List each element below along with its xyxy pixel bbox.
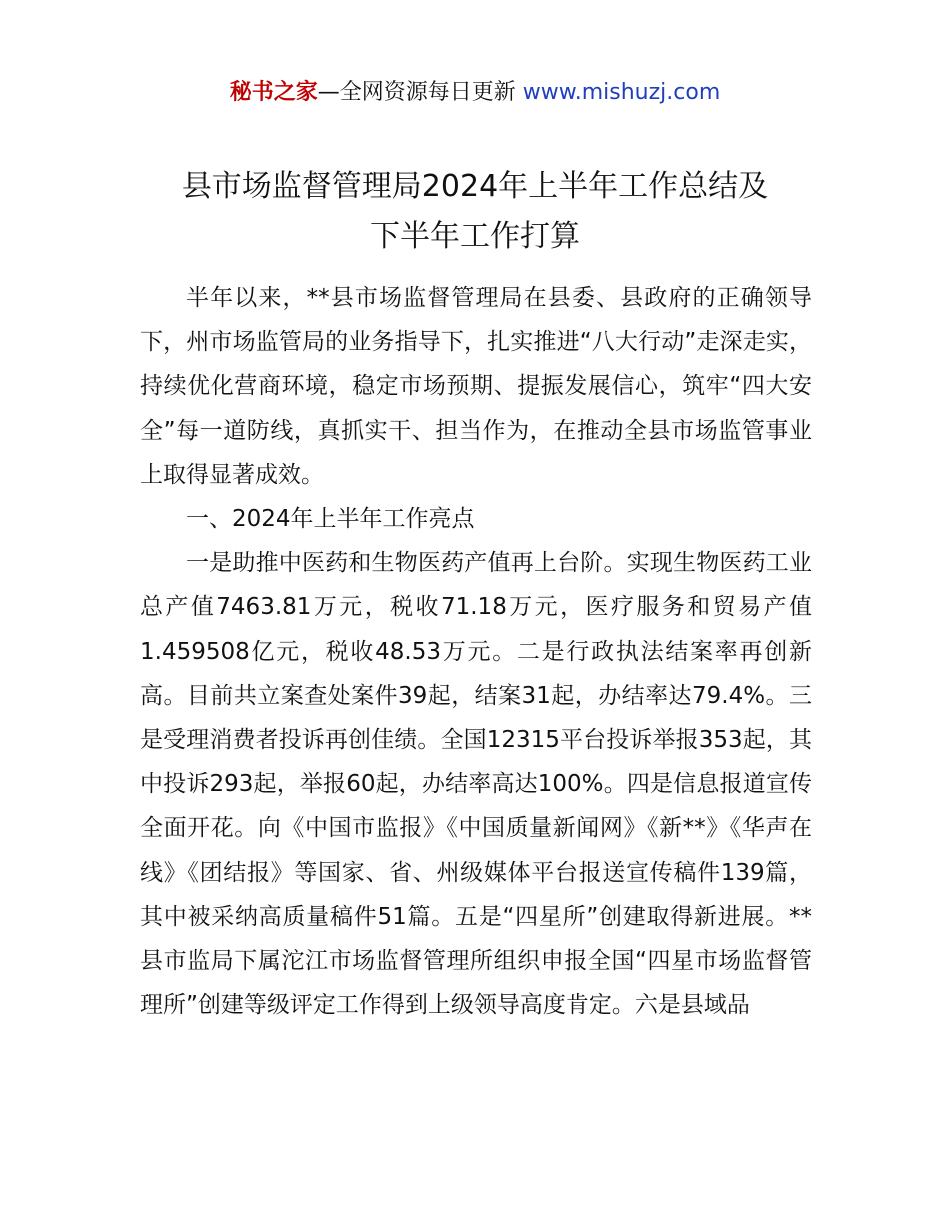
site-brand: 秘书之家 bbox=[229, 80, 318, 105]
site-header bbox=[0, 78, 950, 108]
title-line-2: 下半年工作打算 bbox=[370, 219, 580, 254]
intro-paragraph: 半年以来，**县市场监督管理局在县委、县政府的正确领导下，州市场监管局的业务指导下，扎实推进“八大行动”走深走实，持续优化营商环境，稳定市场预期、提振发展信心，筑牢“四大安全”每一道防线，真抓实干、担当作为，在推动全县市场监管事业上取得显著成效。 bbox=[140, 285, 812, 488]
site-url-link[interactable]: www.mishuzj.com bbox=[522, 80, 721, 105]
site-tagline: —全网资源每日更新 bbox=[317, 80, 523, 105]
document-title bbox=[0, 162, 950, 262]
highlights-paragraph: 一是助推中医药和生物医药产值再上台阶。实现生物医药工业总产值7463.81万元，税收71.18万元，医疗服务和贸易产值1.459508亿元，税收48.53万元。二是行政执法结案率再创新高。目前共立案查处案件39起，结案31起，办结率达79.4%。三是受理消费者投诉再创佳绩。全国12315平台投诉举报353起，其中投诉293起，举报60起，办结率高达100%。四是信息报道宣传全面开花。向《中国市监报》《中国质量新闻网》《新**》《华声在线》《团结报》等国家、省、州级媒体平台报送宣传稿件139篇，其中被采纳高质量稿件51篇。五是“四星所”创建取得新进展。**县市监局下属沱江市场监督管理所组织申报全国“四星市场监督管理所”创建等级评定工作得到上级领导高度肯定。六是县域品 bbox=[140, 550, 812, 1019]
section-heading: 一、2024年上半年工作亮点 bbox=[186, 506, 475, 533]
title-line-1: 县市场监督管理局2024年上半年工作总结及 bbox=[181, 169, 769, 204]
document-body bbox=[140, 276, 812, 1027]
